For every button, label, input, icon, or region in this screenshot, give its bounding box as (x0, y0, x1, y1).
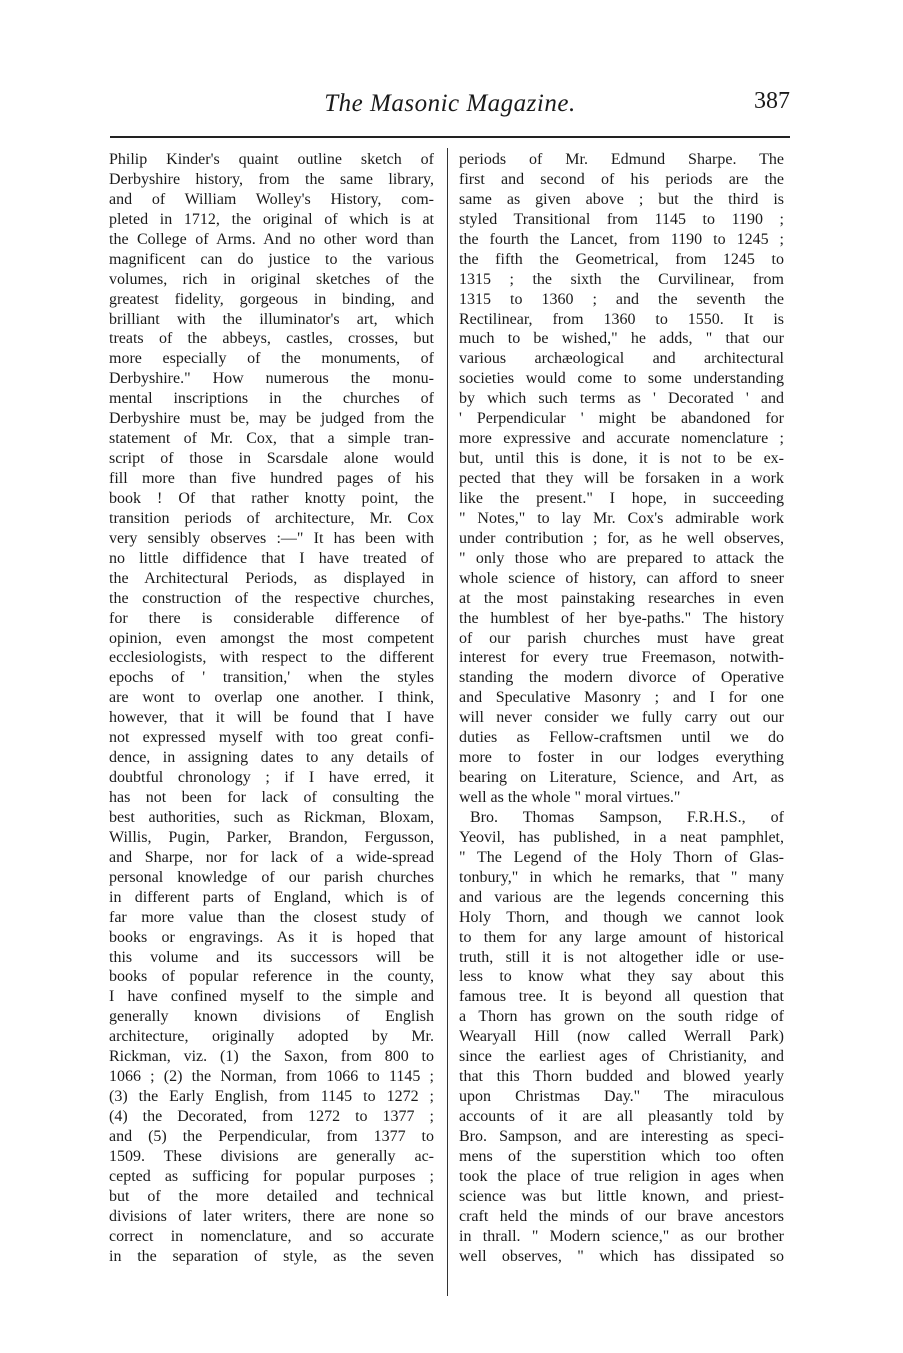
left-column-line: best authorities, such as Rickman, Bloxam, (109, 808, 434, 826)
right-column-line: the fifth the Geometrical, from 1245 to (459, 250, 784, 268)
right-column-line: more to foster in our lodges everything (459, 749, 784, 767)
right-column-line: a Thorn has grown on the south ridge of (459, 1008, 784, 1026)
left-column-line: the construction of the respective churches, (109, 589, 434, 607)
left-column-line: however, that it will be found that I have (109, 709, 434, 727)
right-column-line: well observes, " which has dissipated so (459, 1247, 784, 1265)
right-column-line: much to be wished," he adds, " that our (459, 330, 784, 348)
right-column-line: of our parish churches must have great (459, 629, 784, 647)
left-column-line: statement of Mr. Cox, that a simple tran- (109, 430, 434, 448)
right-column-line: Yeovil, has published, in a neat pamphlet, (459, 828, 784, 846)
right-column-line: societies would come to some understanding (459, 370, 784, 388)
right-column (459, 150, 784, 1267)
right-column-line: whole science of history, can afford to sneer (459, 569, 784, 587)
left-column-line: treats of the abbeys, castles, crosses, but (109, 330, 434, 348)
right-column-line: under contribution ; for, as he well observes, (459, 529, 784, 547)
left-column-line: in the separation of style, as the seven (109, 1247, 434, 1265)
right-column-line: first and second of his periods are the (459, 170, 784, 188)
right-column-line: Holy Thorn, and though we cannot look (459, 908, 784, 926)
right-column-line: that this Thorn budded and blowed yearly (459, 1068, 784, 1086)
left-column (109, 150, 434, 1267)
left-column-line: for there is considerable difference of (109, 609, 434, 627)
left-column-line: Derbyshire." How numerous the monu- (109, 370, 434, 388)
column-divider (447, 148, 448, 1296)
left-column-line: Philip Kinder's quaint outline sketch of (109, 151, 434, 168)
left-column-line: 1066 ; (2) the Norman, from 1066 to 1145 ; (109, 1068, 434, 1086)
right-column-line: by which such terms as ' Decorated ' and (459, 390, 784, 408)
left-column-line: generally known divisions of English (109, 1008, 434, 1026)
left-column-line: greatest fidelity, gorgeous in binding, and (109, 290, 434, 308)
right-column-line: 1315 to 1360 ; and the seventh the (459, 290, 784, 308)
right-column-line: well as the whole " moral virtues." (459, 789, 681, 806)
left-column-line: (4) the Decorated, from 1272 to 1377 ; (109, 1108, 434, 1125)
left-column-line: the Architectural Periods, as displayed in (109, 569, 434, 587)
right-column-line: periods of Mr. Edmund Sharpe. The (459, 151, 784, 168)
left-column-line: doubtful chronology ; if I have erred, it (109, 769, 434, 787)
right-column-line: various archæological and architectural (459, 350, 784, 368)
left-column-line: the College of Arms. And no other word than (109, 230, 434, 248)
right-column-line: same as given above ; but the third is (459, 190, 784, 208)
left-column-line: correct in nomenclature, and so accurate (109, 1227, 434, 1245)
left-column-line: script of those in Scarsdale alone would (109, 450, 434, 468)
left-column-line: 1509. These divisions are generally ac- (109, 1147, 434, 1165)
right-column-line: and Speculative Masonry ; and I for one (459, 689, 784, 707)
left-column-line: magnificent can do justice to the various (109, 250, 434, 268)
right-column-line: less to know what they say about this (459, 968, 784, 986)
left-column-line: and (5) the Perpendicular, from 1377 to (109, 1127, 434, 1145)
right-column-line: will never consider we fully carry out our (459, 709, 784, 727)
right-column-line: the humblest of her bye-paths." The history (459, 609, 784, 627)
left-column-line: personal knowledge of our parish churches (109, 868, 434, 886)
right-column-line: truth, still it is not altogether idle or use- (459, 948, 784, 966)
right-column-line: to them for any large amount of historical (459, 928, 784, 946)
right-column-line: more expressive and accurate nomenclature ; (459, 430, 784, 448)
right-column-line: in thrall. " Modern science," as our brother (459, 1227, 784, 1245)
right-column-line: took the place of true religion in ages when (459, 1167, 784, 1185)
left-column-line: mental inscriptions in the churches of (109, 390, 434, 408)
running-title: The Masonic Magazine. (324, 90, 576, 117)
right-column-line: tonbury," in which he remarks, that " many (459, 868, 784, 886)
left-column-line: (3) the Early English, from 1145 to 1272 ; (109, 1088, 434, 1106)
left-column-line: Rickman, viz. (1) the Saxon, from 800 to (109, 1048, 434, 1066)
left-column-line: and Sharpe, nor for lack of a wide-spread (109, 848, 434, 866)
right-column-line: duties as Fellow-craftsmen until we do (459, 729, 784, 747)
left-column-line: are wont to overlap one another. I think, (109, 689, 434, 707)
right-column-line: styled Transitional from 1145 to 1190 ; (459, 210, 784, 228)
left-column-line: volumes, rich in original sketches of the (109, 270, 434, 288)
right-column-line: craft held the minds of our brave ancestors (459, 1207, 784, 1225)
left-column-line: not expressed myself with too great confi- (109, 729, 434, 747)
left-column-line: books or engravings. As it is hoped that (109, 928, 434, 946)
left-column-line: fill more than five hundred pages of his (109, 470, 434, 487)
left-column-line: has not been for lack of consulting the (109, 789, 434, 806)
right-column-line: mens of the superstition which too often (459, 1147, 784, 1165)
right-column-line: bearing on Literature, Science, and Art, as (459, 769, 784, 787)
right-column-line: 1315 ; the sixth the Curvilinear, from (459, 270, 784, 288)
right-column-line: science was but little known, and priest- (459, 1187, 784, 1205)
left-column-line: I have confined myself to the simple and (109, 988, 434, 1006)
right-column-line: Wearyall Hill (now called Werrall Park) (459, 1028, 784, 1046)
right-column-line: " The Legend of the Holy Thorn of Glas- (459, 848, 784, 866)
left-column-line: books of popular reference in the county, (109, 968, 434, 986)
left-column-line: architecture, originally adopted by Mr. (109, 1028, 434, 1046)
right-column-line: upon Christmas Day." The miraculous (459, 1088, 784, 1106)
left-column-line: opinion, even amongst the most competent (109, 629, 434, 647)
right-column-line: Rectilinear, from 1360 to 1550. It is (459, 310, 784, 328)
left-column-line: divisions of later writers, there are none so (109, 1207, 434, 1225)
left-column-line: far more value than the closest study of (109, 908, 434, 926)
right-column-line: " only those who are prepared to attack the (459, 549, 784, 567)
right-column-line: standing the modern divorce of Operative (459, 669, 784, 687)
right-column-line: and various are the legends concerning this (459, 888, 784, 906)
header-rule (110, 136, 790, 138)
left-column-line: very sensibly observes :—" It has been with (109, 529, 434, 547)
left-column-line: and of William Wolley's History, com- (109, 190, 434, 208)
left-column-line: Willis, Pugin, Parker, Brandon, Fergusson, (109, 828, 434, 846)
left-column-line: book ! Of that rather knotty point, the (109, 489, 434, 507)
left-column-line: no little diffidence that I have treated of (109, 549, 434, 567)
right-column-line: at the most painstaking researches in even (459, 589, 784, 607)
right-column-line: pected that they will be forsaken in a work (459, 470, 784, 487)
page-number: 387 (754, 88, 790, 114)
right-column-line: ' Perpendicular ' might be abandoned for (459, 410, 784, 428)
left-column-line: transition periods of architecture, Mr. Cox (109, 509, 434, 527)
left-column-line: pleted in 1712, the original of which is at (109, 210, 434, 228)
right-column-line: accounts of it are all pleasantly told by (459, 1108, 784, 1125)
right-column-line: Bro. Thomas Sampson, F.R.H.S., of (470, 808, 784, 826)
page-header (110, 86, 790, 126)
left-column-line: epochs of ' transition,' when the styles (109, 669, 434, 687)
left-column-line: cepted as sufficing for popular purposes ; (109, 1167, 434, 1185)
left-column-line: this volume and its successors will be (109, 948, 434, 966)
right-column-line: famous tree. It is beyond all question that (459, 988, 784, 1006)
right-column-line: interest for every true Freemason, notwith- (459, 649, 784, 667)
right-column-line: but, until this is done, it is not to be ex- (459, 450, 784, 468)
right-column-line: " Notes," to lay Mr. Cox's admirable work (459, 509, 784, 527)
left-column-line: but of the more detailed and technical (109, 1187, 434, 1205)
right-column-line: the fourth the Lancet, from 1190 to 1245 ; (459, 230, 784, 248)
left-column-line: Derbyshire history, from the same library, (109, 170, 434, 188)
right-column-line: since the earliest ages of Christianity, and (459, 1048, 784, 1066)
right-column-line: Bro. Sampson, and are interesting as speci- (459, 1127, 784, 1145)
left-column-line: Derbyshire must be, may be judged from the (109, 410, 434, 428)
left-column-line: brilliant with the illuminator's art, which (109, 310, 434, 328)
right-column-line: like the present." I hope, in succeeding (459, 489, 784, 507)
left-column-line: ecclesiologists, with respect to the different (109, 649, 434, 667)
left-column-line: dence, in assigning dates to any details of (109, 749, 434, 767)
left-column-line: in different parts of England, which is of (109, 888, 434, 906)
left-column-line: more especially of the monuments, of (109, 350, 434, 368)
